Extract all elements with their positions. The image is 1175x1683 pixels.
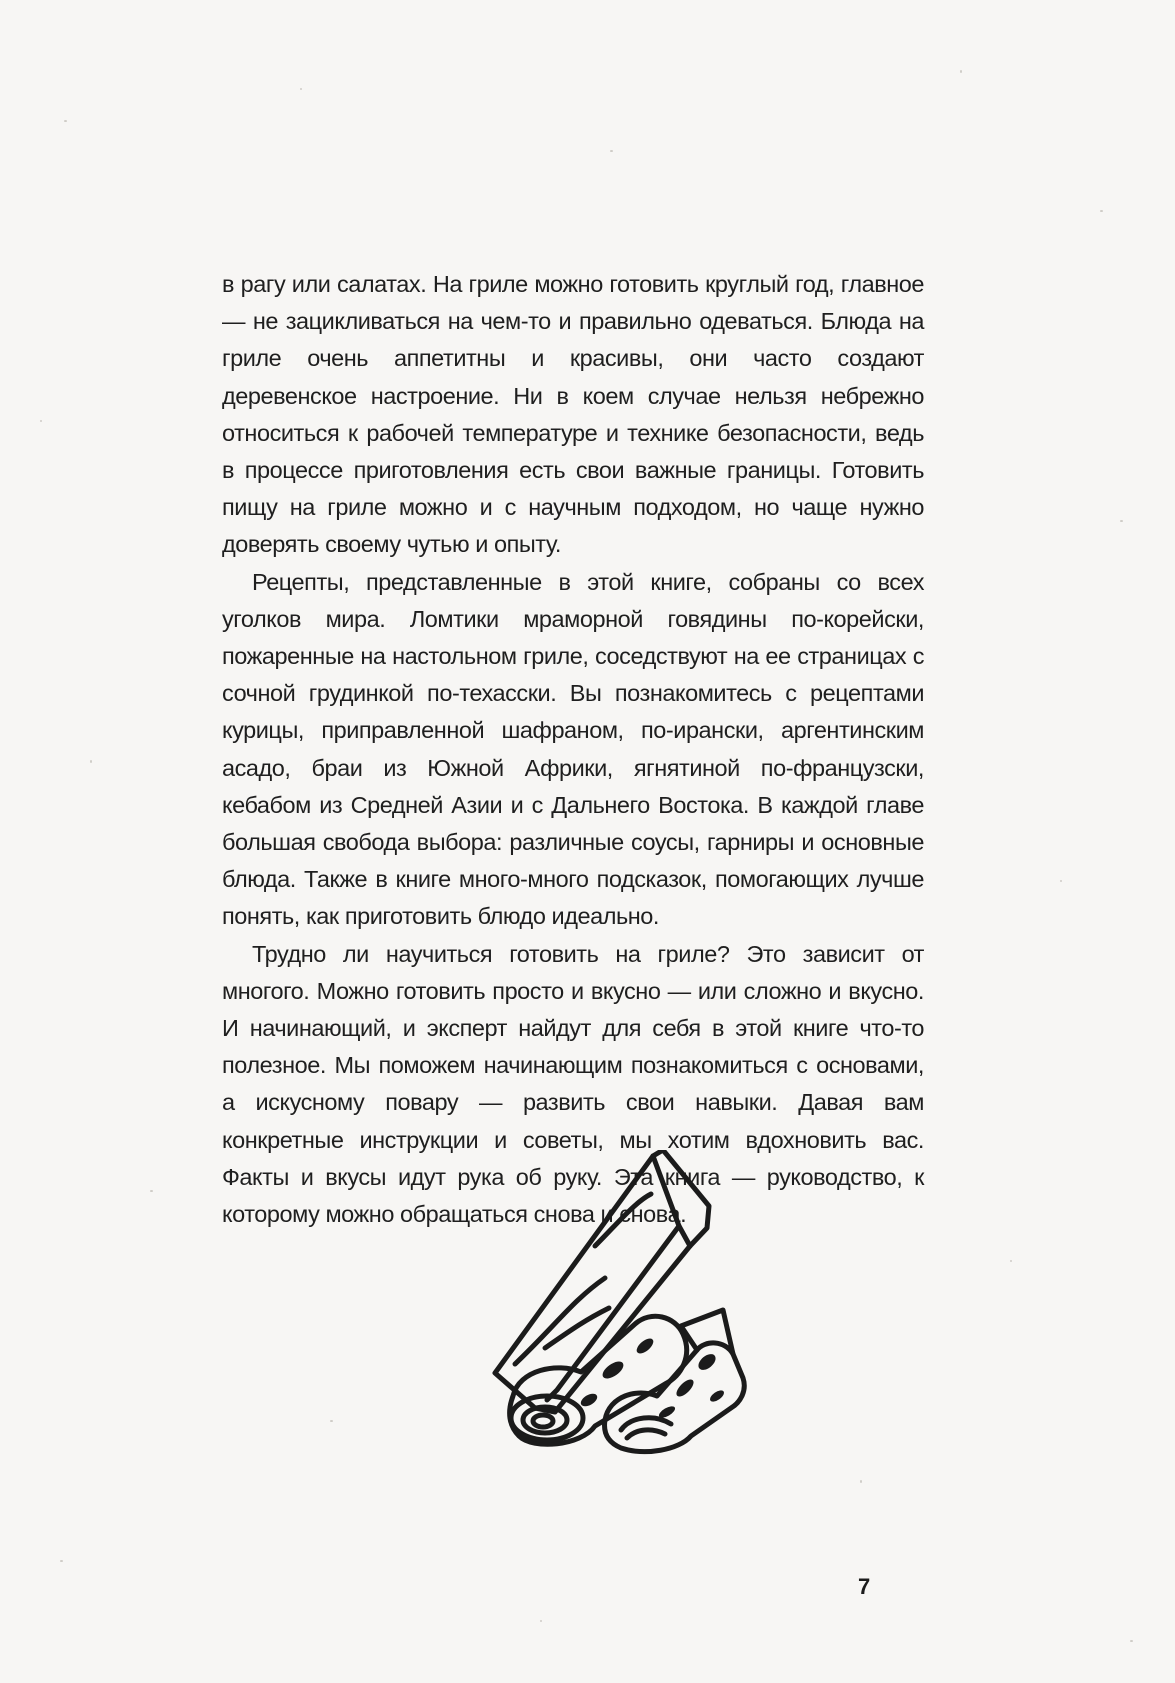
firewood-logs-icon	[485, 1150, 755, 1460]
log-ring	[627, 1430, 665, 1438]
log-outline	[605, 1343, 745, 1452]
body-text	[222, 266, 924, 1233]
plank-grain	[515, 1278, 605, 1364]
bark-mark	[674, 1377, 697, 1400]
paragraph-3: Трудно ли научиться готовить на гриле? Это зависит от многого. Можно готовить просто и вкусно — или сложно и вкусно. И начинающий, и эксперт найдут для себя в этой книге что-то полезное. Мы поможем начинающим познакомиться с основами, а искусному повару — развить свои навыки. Давая вам конкретные инструкции и советы, мы хотим вдохновить вас. Факты и вкусы идут рука об руку. Эта книга — руководство, к которому можно обращаться снова и снова.	[222, 940, 924, 1228]
bark-mark	[634, 1336, 656, 1357]
bark-mark	[579, 1391, 600, 1409]
bark-mark	[600, 1358, 627, 1382]
bark-mark	[695, 1351, 718, 1373]
bark-mark	[708, 1388, 726, 1404]
log-ring	[533, 1415, 553, 1427]
page-number: 7	[858, 1574, 871, 1599]
plank-grain	[545, 1308, 609, 1348]
paragraph-1: в рагу или салатах. На гриле можно готовить круглый год, главное — не зацикливаться на чем-то и правильно одеваться. Блюда на гриле очень аппетитны и красивы, они часто создают деревенское настроение. Ни в коем случае нельзя небрежно относиться к рабочей температуре и технике безопасности, ведь в процессе приготовления есть свои важные границы. Готовить пищу на гриле можно и с научным подходом, но чаще нужно доверять своему чутью и опыту.	[222, 271, 924, 558]
paragraph-2: Рецепты, представленные в этой книге, собраны со всех уголков мира. Ломтики мраморной говядины по-корейски, пожаренные на настольном гриле, соседствуют на ее страницах с сочной грудинкой по-техасски. Вы познакомитесь с рецептами курицы, приправленной шафраном, по-ирански, аргентинским асадо, браи из Южной Африки, ягнятиной по-французски, кебабом из Средней Азии и с Дальнего Востока. В каждой главе большая свобода выбора: различные соусы, гарниры и основные блюда. Также в книге много-много подсказок, помогающих лучше понять, как приготовить блюдо идеально.	[222, 568, 924, 930]
